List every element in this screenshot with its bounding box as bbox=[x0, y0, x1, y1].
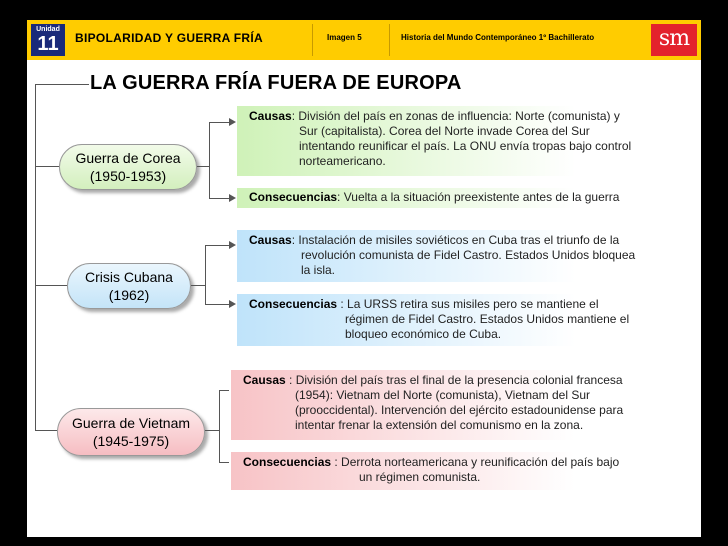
causes-text: Sur (capitalista). Corea del Norte invade Corea del Sur bbox=[299, 124, 590, 138]
connector-line bbox=[205, 430, 219, 431]
consequences-text: : La URSS retira sus misiles pero se mantiene el bbox=[337, 297, 599, 311]
consequences-text: bloqueo económico de Cuba. bbox=[345, 327, 502, 341]
unit-number: 11 bbox=[37, 33, 59, 55]
consequences-label: Consecuencias bbox=[249, 297, 338, 311]
causes-label: Causas bbox=[249, 233, 292, 247]
oval-cuban-crisis bbox=[67, 263, 191, 309]
connector-line bbox=[35, 84, 85, 85]
header-divider bbox=[389, 24, 390, 56]
connector-line bbox=[205, 304, 229, 305]
vietnam-consequences-box bbox=[231, 452, 689, 490]
vietnam-causes-box bbox=[231, 370, 689, 440]
consequences-text: un régimen comunista. bbox=[359, 470, 481, 484]
connector-line bbox=[35, 84, 36, 430]
topic-title: BIPOLARIDAD Y GUERRA FRÍA bbox=[75, 31, 263, 45]
consequences-label: Consecuencias bbox=[243, 455, 332, 469]
conflict-name: Guerra de Vietnam bbox=[71, 415, 191, 431]
publisher-logo: sm bbox=[651, 24, 697, 56]
connector-line bbox=[209, 122, 210, 199]
oval-korean-war bbox=[59, 144, 197, 190]
arrow-icon bbox=[229, 118, 236, 126]
causes-text: : División del país en zonas de influencia: Norte (comunista) y bbox=[291, 109, 620, 123]
causes-text: la isla. bbox=[301, 263, 336, 277]
connector-line bbox=[219, 390, 220, 462]
conflict-dates: (1950-1953) bbox=[89, 168, 167, 184]
connector-line bbox=[35, 285, 67, 286]
causes-text: intentar frenar la extensión del comunismo en la zona. bbox=[295, 418, 584, 432]
connector-line bbox=[205, 245, 206, 305]
header-divider bbox=[312, 24, 313, 56]
connector-line bbox=[35, 430, 57, 431]
korea-consequences-box bbox=[237, 188, 689, 208]
arrow-icon bbox=[229, 194, 236, 202]
image-label: Imagen 5 bbox=[327, 33, 362, 42]
connector-line bbox=[219, 462, 229, 463]
cuba-consequences-box bbox=[237, 294, 689, 346]
connector-line bbox=[209, 122, 229, 123]
conflict-name: Crisis Cubana bbox=[85, 269, 173, 285]
cuba-causes-box bbox=[237, 230, 689, 282]
header-bar bbox=[27, 20, 701, 60]
connector-line bbox=[35, 166, 59, 167]
conflict-dates: (1945-1975) bbox=[92, 433, 170, 449]
consequences-text: régimen de Fidel Castro. Estados Unidos mantiene el bbox=[345, 312, 630, 326]
course-label: Historia del Mundo Contemporáneo 1º Bachillerato bbox=[401, 33, 595, 42]
connector-line bbox=[197, 166, 209, 167]
causes-label: Causas bbox=[243, 373, 286, 387]
causes-text: (1954): Vietnam del Norte (comunista), Vietnam del Sur bbox=[295, 388, 591, 402]
unit-label: Unidad bbox=[36, 26, 60, 33]
conflict-name: Guerra de Corea bbox=[75, 150, 181, 166]
consequences-text: : Vuelta a la situación preexistente antes de la guerra bbox=[337, 190, 620, 204]
connector-line bbox=[85, 84, 89, 85]
consequences-text: : Derrota norteamericana y reunificación del país bajo bbox=[331, 455, 620, 469]
connector-line bbox=[205, 245, 229, 246]
korea-causes-box bbox=[237, 106, 689, 176]
causes-text: norteamericano. bbox=[299, 154, 386, 168]
causes-text: (prooccidental). Intervención del ejército estadounidense para bbox=[295, 403, 624, 417]
causes-label: Causas bbox=[249, 109, 292, 123]
causes-text: intentando reunificar el país. La ONU envía tropas bajo control bbox=[299, 139, 632, 153]
connector-line bbox=[219, 390, 229, 391]
conflict-dates: (1962) bbox=[108, 287, 150, 303]
causes-text: revolución comunista de Fidel Castro. Estados Unidos bloquea bbox=[301, 248, 636, 262]
consequences-label: Consecuencias bbox=[249, 190, 338, 204]
connector-line bbox=[191, 285, 205, 286]
connector-line bbox=[209, 198, 229, 199]
arrow-icon bbox=[229, 300, 236, 308]
arrow-icon bbox=[229, 241, 236, 249]
page-title: LA GUERRA FRÍA FUERA DE EUROPA bbox=[90, 72, 462, 94]
slide bbox=[27, 20, 701, 537]
causes-text: : División del país tras el final de la presencia colonial francesa bbox=[285, 373, 623, 387]
causes-text: : Instalación de misiles soviéticos en Cuba tras el triunfo de la bbox=[291, 233, 620, 247]
unit-badge bbox=[31, 24, 65, 56]
oval-vietnam-war bbox=[57, 408, 205, 456]
